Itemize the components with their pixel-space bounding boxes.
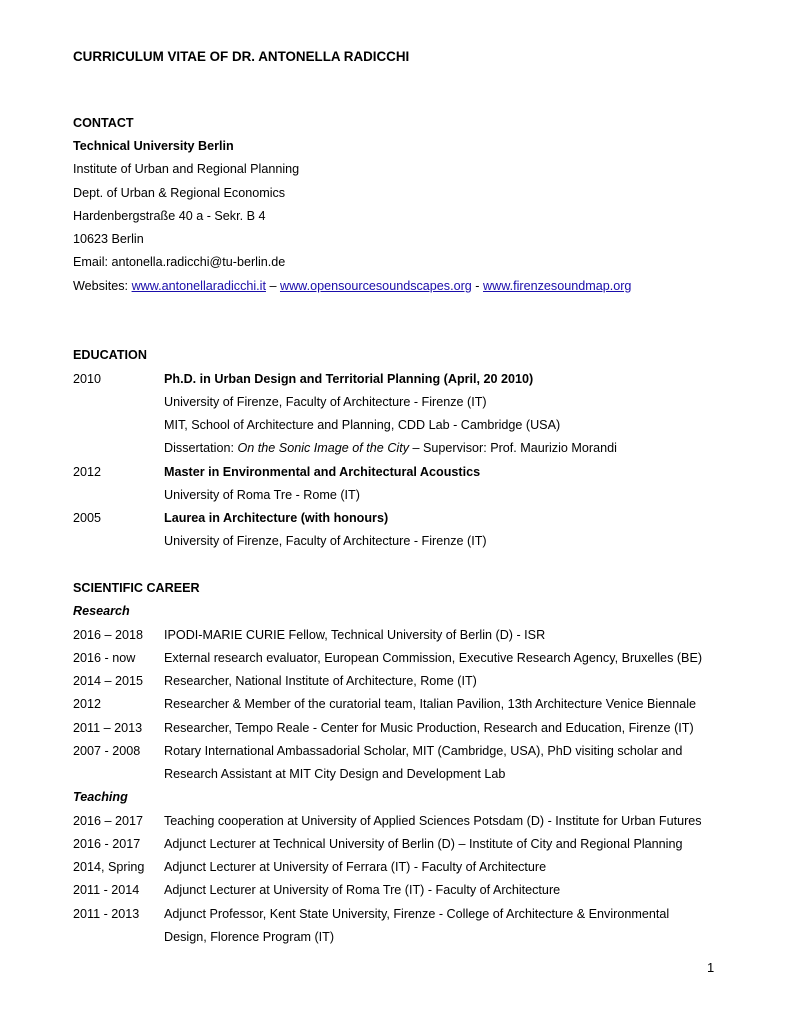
teaching-year: 2016 – 2017	[73, 814, 144, 828]
research-desc: Researcher, Tempo Reale - Center for Music Production, Research and Education, Firenze (IT)	[164, 721, 694, 735]
contact-institute: Institute of Urban and Regional Planning	[73, 162, 300, 176]
career-heading: SCIENTIFIC CAREER	[73, 581, 200, 595]
contact-heading: CONTACT	[73, 116, 134, 130]
education-title-laurea: Laurea in Architecture (with honours)	[164, 511, 389, 525]
research-desc: IPODI-MARIE CURIE Fellow, Technical University of Berlin (D) - ISR	[164, 628, 546, 642]
teaching-desc: Adjunct Lecturer at University of Roma Tre (IT) - Faculty of Architecture	[164, 883, 561, 897]
teaching-year: 2016 - 2017	[73, 837, 141, 851]
teaching-desc: Adjunct Lecturer at Technical University of Berlin (D) – Institute of City and Regional Planning	[164, 837, 683, 851]
research-subheading: Research	[73, 604, 130, 618]
teaching-year: 2014, Spring	[73, 860, 145, 874]
research-year: 2007 - 2008	[73, 744, 141, 758]
dissertation-title: On the Sonic Image of the City	[237, 441, 410, 455]
websites-label: Websites:	[73, 279, 132, 293]
research-desc-continued: Research Assistant at MIT City Design and Development Lab	[164, 767, 506, 781]
education-detail: University of Roma Tre - Rome (IT)	[164, 488, 360, 502]
research-desc: Researcher & Member of the curatorial team, Italian Pavilion, 13th Architecture Venice Biennale	[164, 697, 697, 711]
dissertation-supervisor: – Supervisor: Prof. Maurizio Morandi	[409, 441, 617, 455]
teaching-desc: Adjunct Professor, Kent State University, Firenze - College of Architecture & Environmental	[164, 907, 670, 921]
dissertation-prefix: Dissertation:	[164, 441, 238, 455]
teaching-desc: Teaching cooperation at University of Applied Sciences Potsdam (D) - Institute for Urban Futures	[164, 814, 702, 828]
page-number: 1	[707, 960, 715, 975]
research-desc: External research evaluator, European Commission, Executive Research Agency, Bruxelles (BE)	[164, 651, 703, 665]
contact-city: 10623 Berlin	[73, 232, 144, 246]
research-desc: Rotary International Ambassadorial Scholar, MIT (Cambridge, USA), PhD visiting scholar and	[164, 744, 683, 758]
education-title-master: Master in Environmental and Architectural Acoustics	[164, 465, 481, 479]
contact-websites	[73, 278, 631, 294]
page-title: CURRICULUM VITAE OF DR. ANTONELLA RADICCHI	[73, 49, 410, 64]
education-year-phd: 2010	[73, 372, 102, 386]
education-detail: University of Firenze, Faculty of Architecture - Firenze (IT)	[164, 395, 487, 409]
teaching-year: 2011 - 2014	[73, 883, 140, 897]
education-heading: EDUCATION	[73, 348, 147, 362]
teaching-year: 2011 - 2013	[73, 907, 140, 921]
research-year: 2012	[73, 697, 102, 711]
research-year: 2011 – 2013	[73, 721, 143, 735]
research-year: 2016 – 2018	[73, 628, 144, 642]
teaching-subheading: Teaching	[73, 790, 128, 804]
contact-address: Hardenbergstraße 40 a - Sekr. B 4	[73, 209, 266, 223]
contact-email: Email: antonella.radicchi@tu-berlin.de	[73, 255, 286, 269]
education-detail: MIT, School of Architecture and Planning, CDD Lab - Cambridge (USA)	[164, 418, 561, 432]
website-link-firenzesoundmap[interactable]: www.firenzesoundmap.org	[483, 279, 632, 293]
contact-university: Technical University Berlin	[73, 139, 234, 153]
contact-dept: Dept. of Urban & Regional Economics	[73, 186, 286, 200]
website-link-opensourcesoundscapes[interactable]: www.opensourcesoundscapes.org	[279, 279, 472, 293]
research-year: 2016 - now	[73, 651, 136, 665]
websites-separator: -	[471, 279, 484, 293]
education-year-laurea: 2005	[73, 511, 102, 525]
teaching-desc-continued: Design, Florence Program (IT)	[164, 930, 335, 944]
research-desc: Researcher, National Institute of Architecture, Rome (IT)	[164, 674, 477, 688]
education-title-phd: Ph.D. in Urban Design and Territorial Planning (April, 20 2010)	[164, 372, 534, 386]
research-year: 2014 – 2015	[73, 674, 144, 688]
teaching-desc: Adjunct Lecturer at University of Ferrara (IT) - Faculty of Architecture	[164, 860, 547, 874]
education-year-master: 2012	[73, 465, 102, 479]
websites-separator: –	[265, 279, 280, 293]
education-detail: University of Firenze, Faculty of Architecture - Firenze (IT)	[164, 534, 487, 548]
education-dissertation	[164, 440, 617, 456]
website-link-antonellaradicchi[interactable]: www.antonellaradicchi.it	[131, 279, 266, 293]
